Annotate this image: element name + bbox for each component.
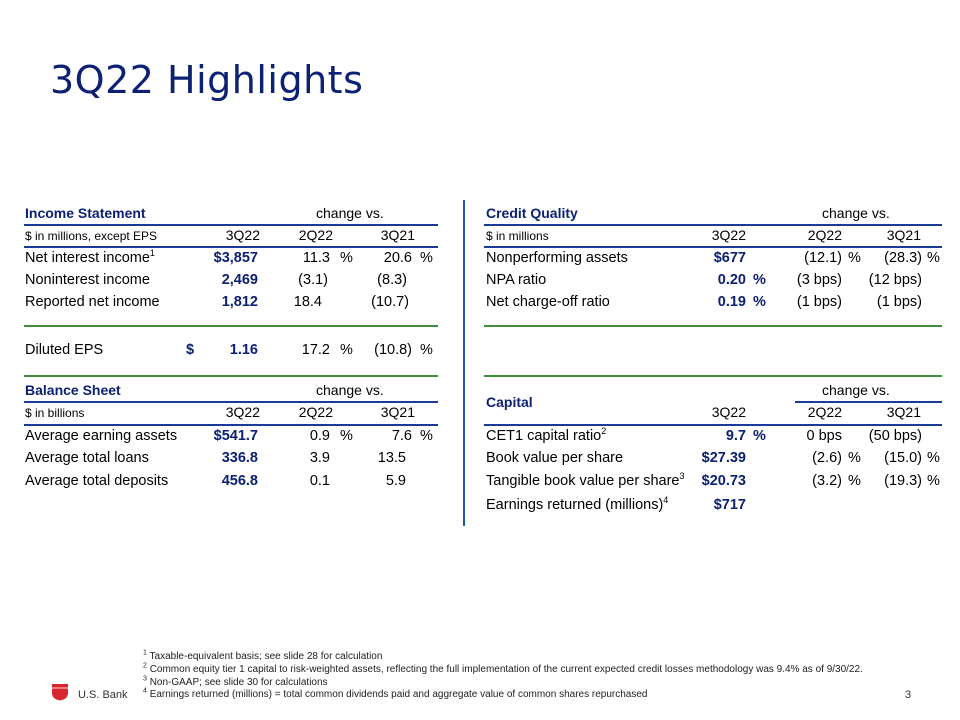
row-change-3q21: 7.6 xyxy=(391,428,412,444)
row-change-2q22: 0 bps xyxy=(806,428,842,444)
row-value: 456.8 xyxy=(221,473,258,489)
currency-symbol: $ xyxy=(186,342,195,358)
footnote: $^3$ Non-GAAP; see slide 30 for calculations xyxy=(143,675,328,688)
row-label: Average total deposits xyxy=(25,473,169,489)
balance-col-2q22: 2Q22 xyxy=(298,404,333,420)
brand-name: U.S. Bank xyxy=(78,689,128,701)
credit-cols-rule xyxy=(484,246,942,248)
balance-units: $ in billions xyxy=(25,406,85,420)
row-pct: % xyxy=(927,473,940,489)
footnote-ref: 3 xyxy=(679,471,685,482)
capital-col-2q22: 2Q22 xyxy=(807,404,842,420)
row-change-2q22: (3.2) xyxy=(812,473,842,489)
row-change-3q21: (50 bps) xyxy=(868,428,922,444)
row-change-2q22: 17.2 xyxy=(301,342,330,358)
capital-header: Capital xyxy=(486,394,533,410)
row-label: Average earning assets xyxy=(25,428,178,444)
footnote: $^4$ Earnings returned (millions) = total common dividends paid and aggregate value of common shares repurchased xyxy=(143,688,648,701)
balance-sheet-header: Balance Sheet xyxy=(25,382,121,398)
row-change-2q22: 3.9 xyxy=(309,450,330,466)
row-value: $677 xyxy=(713,250,746,266)
credit-change-label: change vs. xyxy=(822,205,890,221)
row-change-3q21: (1 bps) xyxy=(876,294,922,310)
capital-change-label: change vs. xyxy=(822,382,890,398)
row-value: $20.73 xyxy=(701,473,746,489)
row-value: 0.19 xyxy=(717,294,746,310)
row-pct: % xyxy=(420,342,433,358)
row-pct: % xyxy=(340,250,353,266)
balance-cols-rule xyxy=(24,424,438,426)
row-value: 2,469 xyxy=(221,272,258,288)
footnotes xyxy=(143,651,863,702)
row-change-3q21: 5.9 xyxy=(385,473,406,489)
income-col-2q22: 2Q22 xyxy=(298,227,333,243)
row-pct: % xyxy=(848,473,861,489)
row-change-3q21: 13.5 xyxy=(377,450,406,466)
row-label: Net interest income xyxy=(25,250,150,266)
income-change-label: change vs. xyxy=(316,205,384,221)
row-change-2q22: 18.4 xyxy=(293,294,322,310)
row-change-2q22: (3 bps) xyxy=(796,272,842,288)
page-number: 3 xyxy=(905,689,912,701)
row-value: 0.20 xyxy=(717,272,746,288)
income-units: $ in millions, except EPS xyxy=(25,229,158,243)
row-value: 1,812 xyxy=(221,294,258,310)
credit-col-3q21: 3Q21 xyxy=(886,227,921,243)
balance-header-rule xyxy=(24,401,438,403)
row-label: Earnings returned (millions) xyxy=(486,497,664,513)
row-change-3q21: (15.0) xyxy=(884,450,922,466)
row-pct: % xyxy=(420,250,433,266)
row-label: Diluted EPS xyxy=(25,342,104,358)
row-pct: % xyxy=(753,294,766,310)
row-value: $3,857 xyxy=(213,250,258,266)
row-label: Noninterest income xyxy=(25,272,150,288)
income-col-3q21: 3Q21 xyxy=(380,227,415,243)
row-change-2q22: 0.9 xyxy=(309,428,330,444)
credit-header-rule xyxy=(484,224,942,226)
row-change-2q22: 0.1 xyxy=(309,473,330,489)
row-pct: % xyxy=(753,272,766,288)
credit-quality-header: Credit Quality xyxy=(486,205,578,221)
credit-units: $ in millions xyxy=(486,229,549,243)
row-label: Tangible book value per share xyxy=(486,473,680,489)
income-statement-header: Income Statement xyxy=(25,205,146,221)
row-change-2q22: 11.3 xyxy=(302,250,330,266)
row-pct: % xyxy=(420,428,433,444)
row-pct: % xyxy=(848,250,861,266)
row-change-2q22: (12.1) xyxy=(804,250,842,266)
eps-section-rule xyxy=(24,375,438,377)
balance-col-3q22: 3Q22 xyxy=(225,404,260,420)
row-pct: % xyxy=(753,428,766,444)
capital-top-rule xyxy=(484,375,942,377)
credit-col-2q22: 2Q22 xyxy=(807,227,842,243)
footnote: $^1$ Taxable-equivalent basis; see slide 28 for calculation xyxy=(143,649,383,662)
row-label: Nonperforming assets xyxy=(486,250,628,266)
footnote-ref: 1 xyxy=(149,248,155,259)
row-change-3q21: 20.6 xyxy=(383,250,412,266)
capital-col-3q22: 3Q22 xyxy=(711,404,746,420)
row-label: CET1 capital ratio xyxy=(486,428,602,444)
row-change-2q22: (3.1) xyxy=(298,272,328,288)
balance-change-label: change vs. xyxy=(316,382,384,398)
footnote-ref: 2 xyxy=(601,426,607,437)
income-header-rule xyxy=(24,224,438,226)
income-col-3q22: 3Q22 xyxy=(225,227,260,243)
column-divider xyxy=(463,200,465,526)
row-pct: % xyxy=(927,250,940,266)
row-label: Net charge-off ratio xyxy=(486,294,610,310)
row-pct: % xyxy=(340,428,353,444)
row-change-3q21: (19.3) xyxy=(884,473,922,489)
income-section-rule xyxy=(24,325,438,327)
row-value: $541.7 xyxy=(213,428,258,444)
row-label: Reported net income xyxy=(25,294,160,310)
row-change-3q21: (28.3) xyxy=(884,250,922,266)
row-value: $717 xyxy=(713,497,746,513)
row-label: Average total loans xyxy=(25,450,149,466)
credit-section-rule xyxy=(484,325,942,327)
capital-change-rule xyxy=(795,401,942,403)
row-change-3q21: (10.8) xyxy=(374,342,412,358)
row-change-3q21: (10.7) xyxy=(371,294,409,310)
row-label: Book value per share xyxy=(486,450,624,466)
balance-col-3q21: 3Q21 xyxy=(380,404,415,420)
footnote: $^2$ Common equity tier 1 capital to risk-weighted assets, reflecting the full implementation of the current expected credit losses methodology was 9.4% as of 9/30/22. xyxy=(143,662,863,675)
capital-col-3q21: 3Q21 xyxy=(886,404,921,420)
row-value: 336.8 xyxy=(221,450,258,466)
row-pct: % xyxy=(848,450,861,466)
us-bank-shield-icon xyxy=(51,683,69,701)
row-value: 9.7 xyxy=(725,428,746,444)
credit-col-3q22: 3Q22 xyxy=(711,227,746,243)
row-change-3q21: (12 bps) xyxy=(868,272,922,288)
row-value: $27.39 xyxy=(701,450,746,466)
row-value: 1.16 xyxy=(229,342,258,358)
row-label: NPA ratio xyxy=(486,272,547,288)
row-change-2q22: (2.6) xyxy=(812,450,842,466)
row-pct: % xyxy=(340,342,353,358)
row-change-3q21: (8.3) xyxy=(377,272,407,288)
income-cols-rule xyxy=(24,246,438,248)
page-title: 3Q22 Highlights xyxy=(50,58,364,102)
capital-cols-rule xyxy=(484,424,942,426)
row-pct: % xyxy=(927,450,940,466)
row-change-2q22: (1 bps) xyxy=(796,294,842,310)
footnote-ref: 4 xyxy=(663,495,669,506)
